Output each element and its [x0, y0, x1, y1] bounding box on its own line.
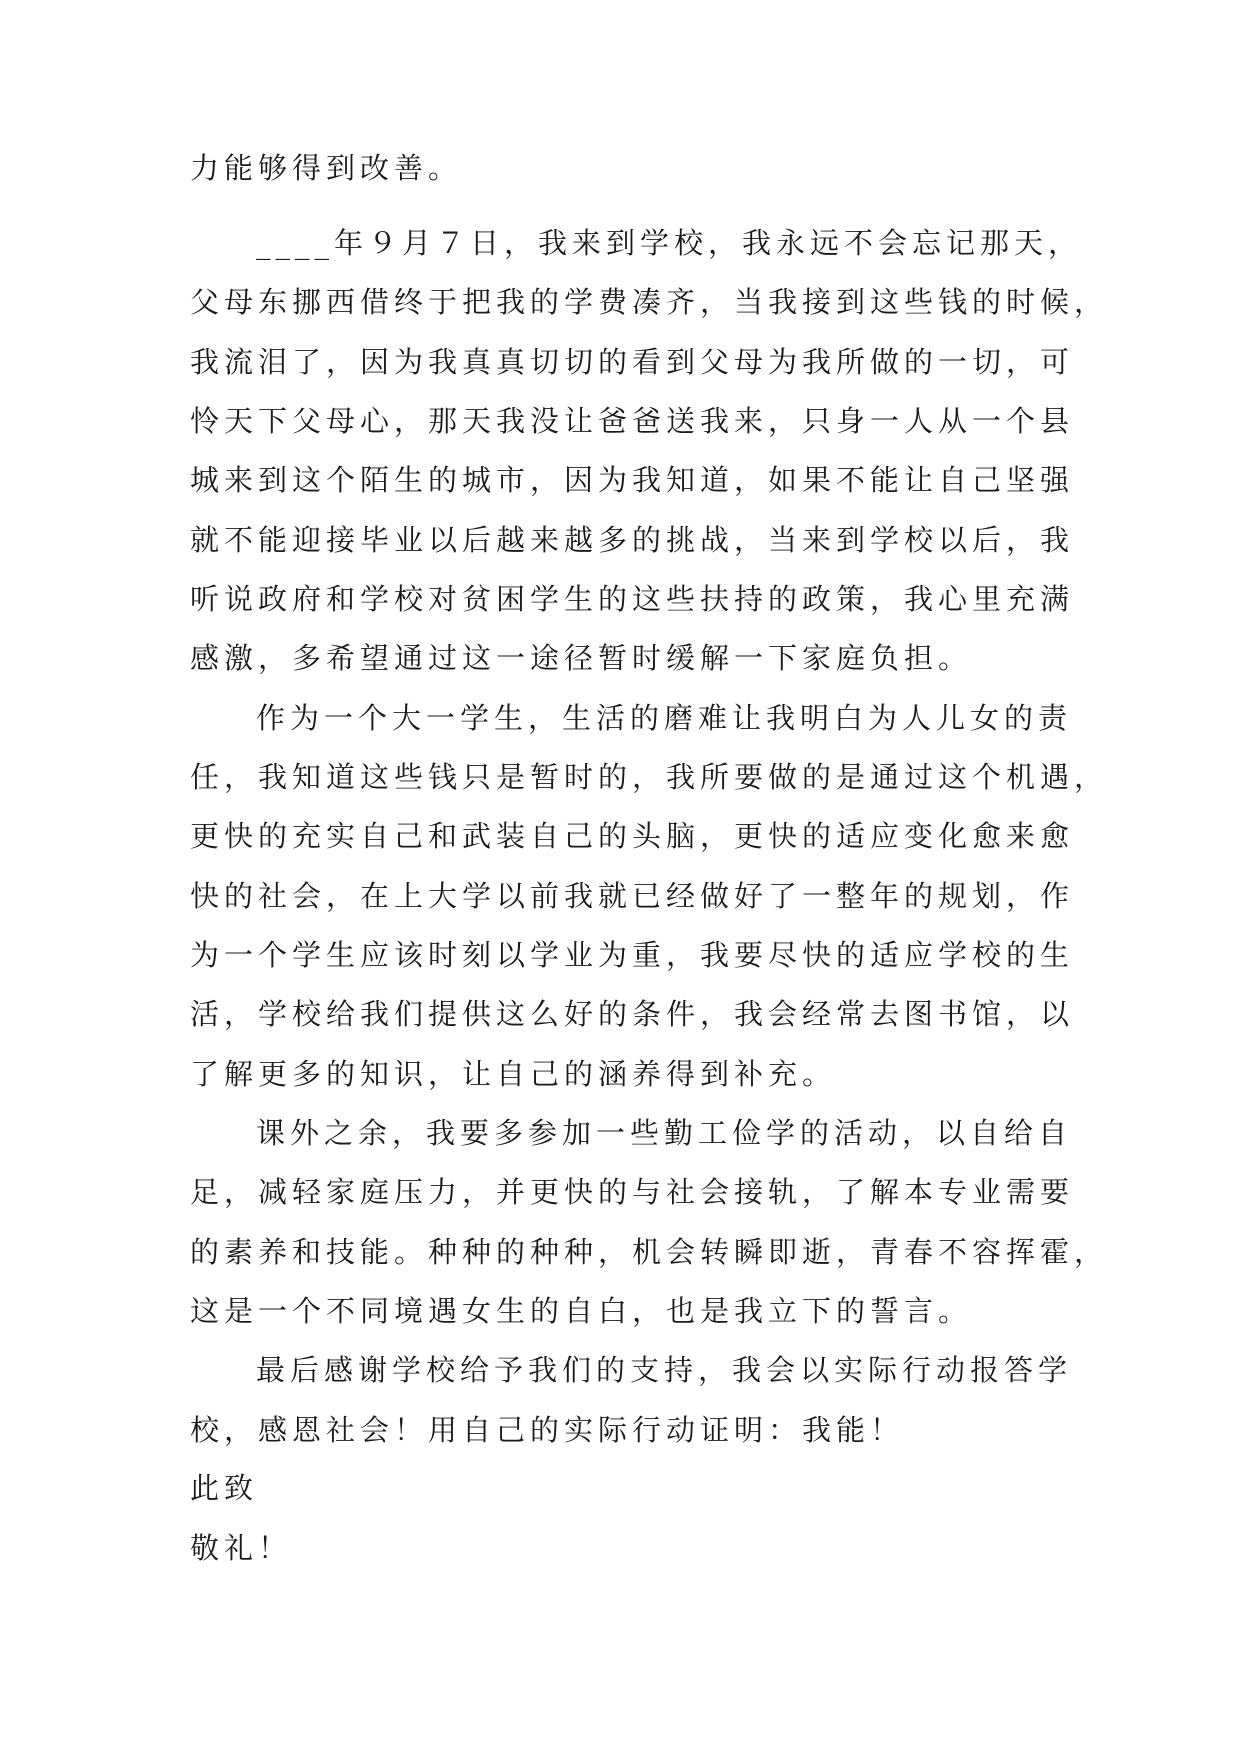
text-line: 校，感恩社会！用自己的实际行动证明：我能！	[190, 1413, 905, 1447]
text-line: 的素养和技能。种种的种种，机会转瞬即逝，青春不容挥霍，	[190, 1235, 1109, 1269]
text-line: 听说政府和学校对贫困学生的这些扶持的政策，我心里充满	[190, 582, 1075, 616]
text-line: 父母东挪西借终于把我的学费凑齐，当我接到这些钱的时候，	[190, 285, 1109, 319]
text-line: 为一个学生应该时刻以学业为重，我要尽快的适应学校的生	[190, 938, 1075, 972]
text-line: 快的社会，在上大学以前我就已经做好了一整年的规划，作	[190, 879, 1075, 913]
text-line: 就不能迎接毕业以后越来越多的挑战，当来到学校以后，我	[190, 523, 1075, 557]
closing-line: 此致	[190, 1471, 259, 1505]
text-line: 更快的充实自己和武装自己的头脑，更快的适应变化愈来愈	[190, 819, 1075, 853]
text-line: 感激，多希望通过这一途径暂时缓解一下家庭负担。	[190, 641, 973, 675]
paragraph-start-line: 作为一个大一学生，生活的磨难让我明白为人儿女的责	[256, 701, 1073, 735]
text-line: 力能够得到改善。	[190, 151, 463, 185]
paragraph-start-line: ____年９月７日，我来到学校，我永远不会忘记那天，	[256, 226, 1083, 260]
paragraph-start-line: 课外之余，我要多参加一些勤工俭学的活动，以自给自	[256, 1116, 1073, 1150]
salutation-line: 敬礼！	[190, 1531, 293, 1565]
text-line: 任，我知道这些钱只是暂时的，我所要做的是通过这个机遇，	[190, 760, 1109, 794]
text-line: 我流泪了，因为我真真切切的看到父母为我所做的一切，可	[190, 345, 1075, 379]
text-line: 活，学校给我们提供这么好的条件，我会经常去图书馆，以	[190, 997, 1075, 1031]
text-line: 城来到这个陌生的城市，因为我知道，如果不能让自己坚强	[190, 463, 1075, 497]
text-line: 足，减轻家庭压力，并更快的与社会接轨，了解本专业需要	[190, 1175, 1075, 1209]
paragraph-start-line: 最后感谢学校给予我们的支持，我会以实际行动报答学	[256, 1353, 1073, 1387]
text-line: 怜天下父母心，那天我没让爸爸送我来，只身一人从一个县	[190, 404, 1075, 438]
text-line: 了解更多的知识，让自己的涵养得到补充。	[190, 1057, 837, 1091]
text-line: 这是一个不同境遇女生的自白，也是我立下的誓言。	[190, 1294, 973, 1328]
